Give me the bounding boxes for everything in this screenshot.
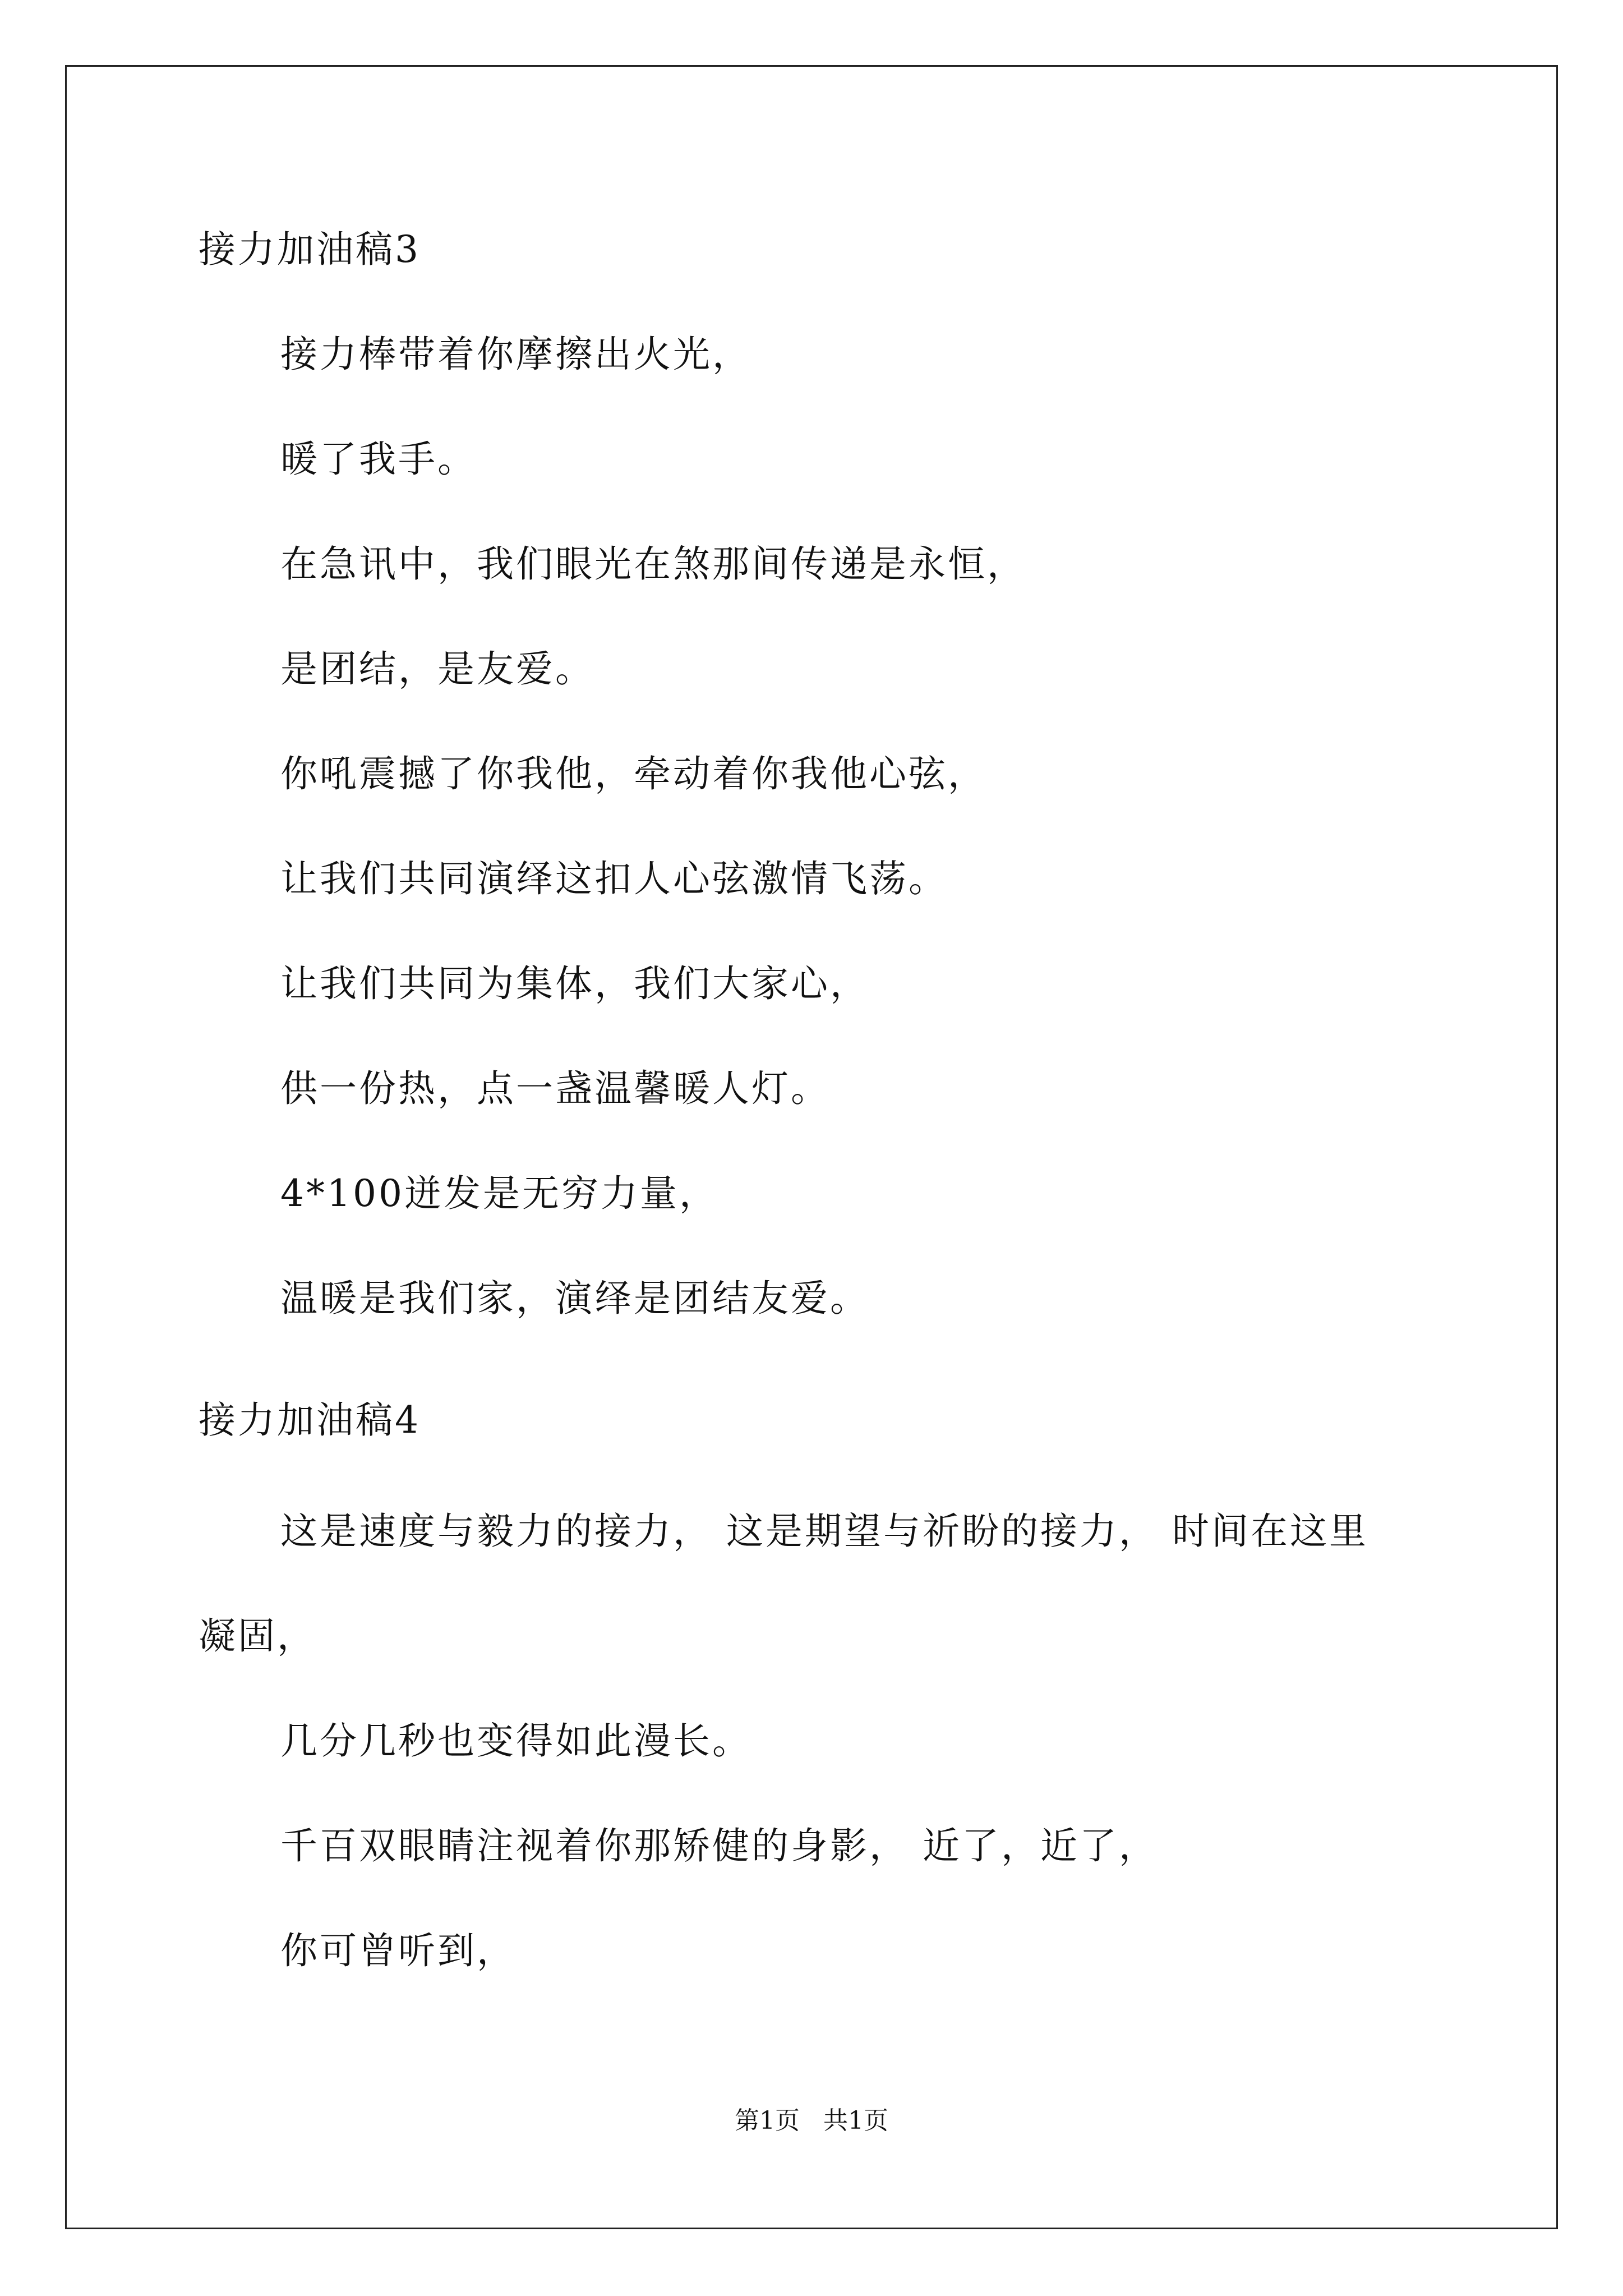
- body-line: 几分几秒也变得如此漫长。: [280, 1719, 751, 1763]
- body-line: 接力棒带着你摩擦出火光，: [280, 333, 751, 376]
- page-number: 第1页 共1页: [735, 2106, 888, 2135]
- body-line: 凝固，: [199, 1614, 316, 1658]
- body-line: 让我们共同演绎这扣人心弦激情飞荡。: [280, 857, 948, 900]
- body-line: 4*100迸发是无穷力量，: [280, 1172, 718, 1215]
- body-line: 千百双眼睛注视着你那矫健的身影， 近了，近了，: [280, 1824, 1158, 1867]
- body-line: 在急讯中，我们眼光在煞那间传递是永恒，: [280, 542, 1026, 586]
- body-line: 这是速度与毅力的接力， 这是期望与祈盼的接力， 时间在这里: [280, 1510, 1368, 1553]
- body-line: 让我们共同为集体，我们大家心，: [280, 962, 869, 1005]
- body-line: 暖了我手。: [280, 438, 477, 481]
- body-line: 是团结，是友爱。: [280, 647, 594, 691]
- body-line: 你吼震撼了你我他，牵动着你我他心弦，: [280, 752, 987, 795]
- section-heading: 接力加油稿4: [199, 1398, 421, 1442]
- body-line: 温暖是我们家，演绎是团结友爱。: [280, 1277, 869, 1320]
- page-border: [65, 65, 1558, 2229]
- body-line: 供一份热，点一盏温馨暖人灯。: [280, 1067, 830, 1110]
- body-line: 你可曾听到，: [280, 1929, 516, 1972]
- section-heading: 接力加油稿3: [199, 228, 421, 271]
